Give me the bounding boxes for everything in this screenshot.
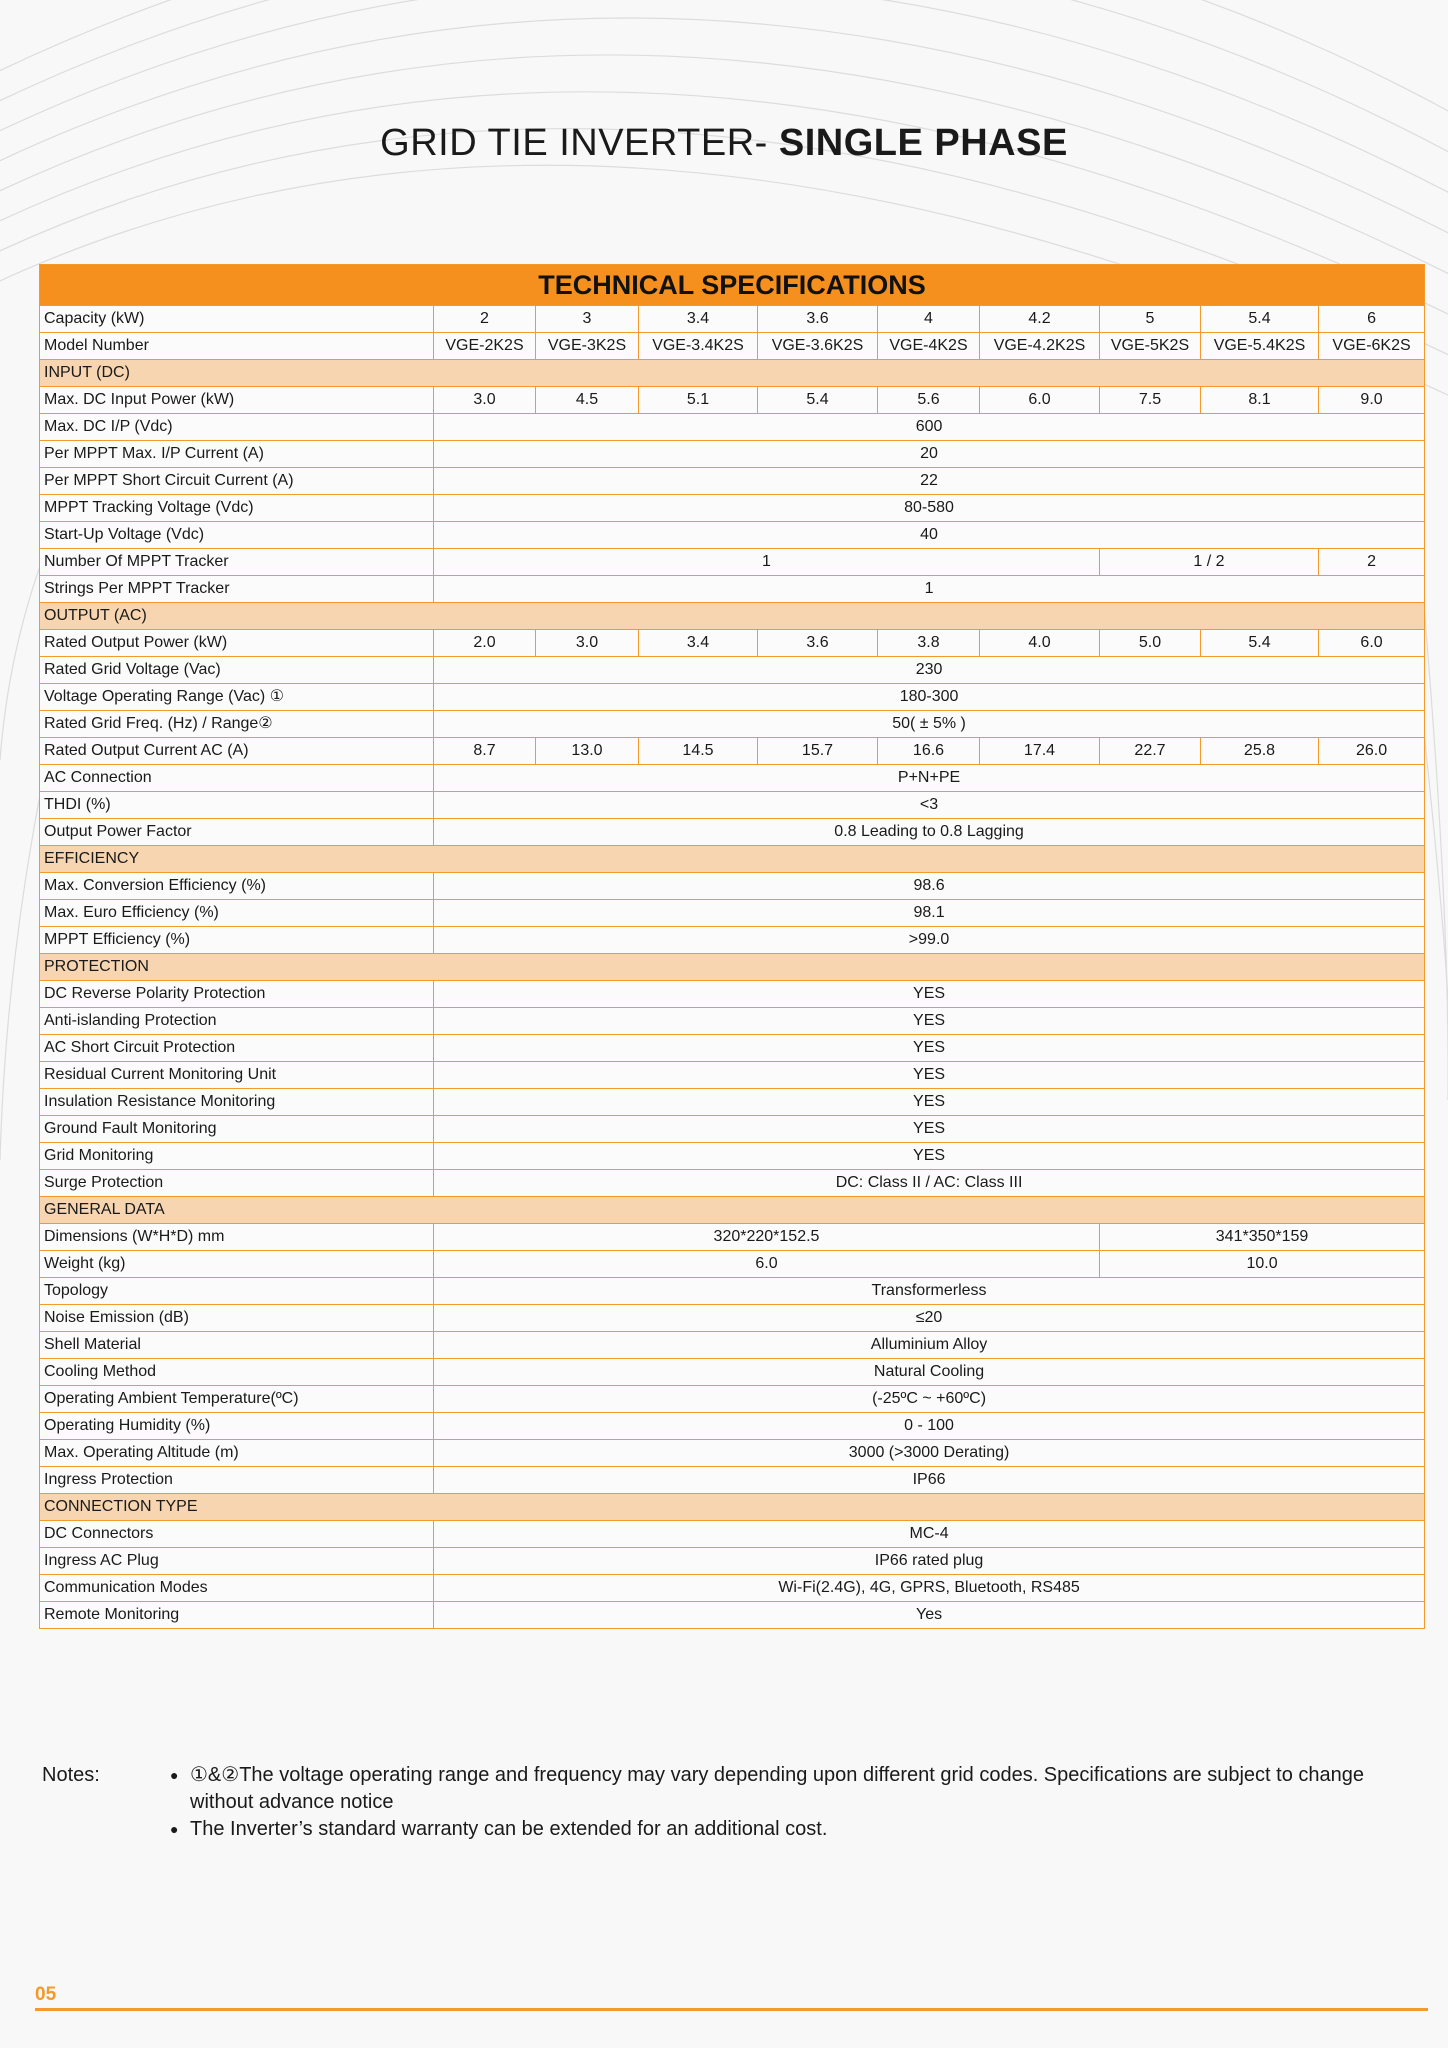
cell: 6.0 bbox=[434, 1251, 1100, 1278]
row-label: MPPT Efficiency (%) bbox=[40, 927, 434, 954]
row-label: Model Number bbox=[40, 333, 434, 360]
cell: 2 bbox=[1319, 549, 1425, 576]
row-label: DC Connectors bbox=[40, 1521, 434, 1548]
table-row bbox=[40, 1116, 1425, 1143]
cell: <3 bbox=[434, 792, 1425, 819]
cell: 4.5 bbox=[536, 387, 639, 414]
row-label: Max. DC I/P (Vdc) bbox=[40, 414, 434, 441]
row-label: Ingress AC Plug bbox=[40, 1548, 434, 1575]
table-row bbox=[40, 684, 1425, 711]
cell: 600 bbox=[434, 414, 1425, 441]
section-row bbox=[40, 360, 1425, 387]
table-row bbox=[40, 414, 1425, 441]
row-label: AC Connection bbox=[40, 765, 434, 792]
row-label: Strings Per MPPT Tracker bbox=[40, 576, 434, 603]
cell: 1 bbox=[434, 549, 1100, 576]
notes-label: Notes: bbox=[42, 1764, 100, 1786]
cell: 4 bbox=[878, 306, 980, 333]
row-label: Start-Up Voltage (Vdc) bbox=[40, 522, 434, 549]
cell: 2 bbox=[434, 306, 536, 333]
cell: 5.6 bbox=[878, 387, 980, 414]
row-label: Rated Output Current AC (A) bbox=[40, 738, 434, 765]
table-row bbox=[40, 1143, 1425, 1170]
section-row bbox=[40, 846, 1425, 873]
table-row bbox=[40, 333, 1425, 360]
table-header-row bbox=[40, 265, 1425, 306]
spec-table bbox=[39, 264, 1425, 1629]
row-label: Rated Grid Freq. (Hz) / Range② bbox=[40, 711, 434, 738]
table-row bbox=[40, 441, 1425, 468]
row-label: Cooling Method bbox=[40, 1359, 434, 1386]
row-label: MPPT Tracking Voltage (Vdc) bbox=[40, 495, 434, 522]
cell: VGE-4K2S bbox=[878, 333, 980, 360]
table-row bbox=[40, 1386, 1425, 1413]
cell: 9.0 bbox=[1319, 387, 1425, 414]
cell: 8.1 bbox=[1201, 387, 1319, 414]
cell: 341*350*159 bbox=[1100, 1224, 1425, 1251]
row-label: Dimensions (W*H*D) mm bbox=[40, 1224, 434, 1251]
row-label: Weight (kg) bbox=[40, 1251, 434, 1278]
row-label: Per MPPT Max. I/P Current (A) bbox=[40, 441, 434, 468]
row-label: Anti-islanding Protection bbox=[40, 1008, 434, 1035]
table-row bbox=[40, 1602, 1425, 1629]
cell: 10.0 bbox=[1100, 1251, 1425, 1278]
cell: 14.5 bbox=[639, 738, 758, 765]
cell: 80-580 bbox=[434, 495, 1425, 522]
table-row bbox=[40, 1332, 1425, 1359]
cell: 3.4 bbox=[639, 630, 758, 657]
table-row bbox=[40, 1089, 1425, 1116]
cell: 3.6 bbox=[758, 306, 878, 333]
table-row bbox=[40, 819, 1425, 846]
cell: 40 bbox=[434, 522, 1425, 549]
note-item: ● ①&②The voltage operating range and frequency may vary depending upon different grid codes. Specifications are subject to change without advance notice bbox=[170, 1762, 1370, 1816]
row-label: Operating Ambient Temperature(ºC) bbox=[40, 1386, 434, 1413]
row-label: Residual Current Monitoring Unit bbox=[40, 1062, 434, 1089]
cell: VGE-3K2S bbox=[536, 333, 639, 360]
cell: YES bbox=[434, 1116, 1425, 1143]
row-label: Voltage Operating Range (Vac) ① bbox=[40, 684, 434, 711]
row-label: Shell Material bbox=[40, 1332, 434, 1359]
table-row bbox=[40, 1224, 1425, 1251]
cell: 4.2 bbox=[980, 306, 1100, 333]
cell: 22.7 bbox=[1100, 738, 1201, 765]
cell: YES bbox=[434, 1008, 1425, 1035]
row-label: DC Reverse Polarity Protection bbox=[40, 981, 434, 1008]
table-row bbox=[40, 1467, 1425, 1494]
cell: VGE-5.4K2S bbox=[1201, 333, 1319, 360]
row-label: Number Of MPPT Tracker bbox=[40, 549, 434, 576]
cell: 3 bbox=[536, 306, 639, 333]
cell: Wi-Fi(2.4G), 4G, GPRS, Bluetooth, RS485 bbox=[434, 1575, 1425, 1602]
row-label: Noise Emission (dB) bbox=[40, 1305, 434, 1332]
cell: YES bbox=[434, 1143, 1425, 1170]
section-title: INPUT (DC) bbox=[40, 360, 1425, 387]
cell: 320*220*152.5 bbox=[434, 1224, 1100, 1251]
section-title: PROTECTION bbox=[40, 954, 1425, 981]
cell: 3.0 bbox=[536, 630, 639, 657]
cell: VGE-3.4K2S bbox=[639, 333, 758, 360]
table-row bbox=[40, 1359, 1425, 1386]
cell: VGE-4.2K2S bbox=[980, 333, 1100, 360]
table-row bbox=[40, 1278, 1425, 1305]
row-label: Ground Fault Monitoring bbox=[40, 1116, 434, 1143]
cell: 50( ± 5% ) bbox=[434, 711, 1425, 738]
cell: 25.8 bbox=[1201, 738, 1319, 765]
cell: YES bbox=[434, 1035, 1425, 1062]
table-row bbox=[40, 711, 1425, 738]
table-row bbox=[40, 630, 1425, 657]
cell: ≤20 bbox=[434, 1305, 1425, 1332]
table-row bbox=[40, 1035, 1425, 1062]
row-label: AC Short Circuit Protection bbox=[40, 1035, 434, 1062]
cell: 22 bbox=[434, 468, 1425, 495]
cell: 6.0 bbox=[1319, 630, 1425, 657]
cell: Yes bbox=[434, 1602, 1425, 1629]
cell: 6 bbox=[1319, 306, 1425, 333]
cell: 3.8 bbox=[878, 630, 980, 657]
row-label: Surge Protection bbox=[40, 1170, 434, 1197]
cell: MC-4 bbox=[434, 1521, 1425, 1548]
cell: 180-300 bbox=[434, 684, 1425, 711]
cell: YES bbox=[434, 1089, 1425, 1116]
row-label: Ingress Protection bbox=[40, 1467, 434, 1494]
row-label: Topology bbox=[40, 1278, 434, 1305]
row-label: Grid Monitoring bbox=[40, 1143, 434, 1170]
cell: IP66 rated plug bbox=[434, 1548, 1425, 1575]
table-row bbox=[40, 873, 1425, 900]
cell: 0 - 100 bbox=[434, 1413, 1425, 1440]
row-label: Operating Humidity (%) bbox=[40, 1413, 434, 1440]
row-label: Output Power Factor bbox=[40, 819, 434, 846]
cell: >99.0 bbox=[434, 927, 1425, 954]
cell: VGE-3.6K2S bbox=[758, 333, 878, 360]
row-label: Max. Operating Altitude (m) bbox=[40, 1440, 434, 1467]
table-row bbox=[40, 387, 1425, 414]
row-label: Capacity (kW) bbox=[40, 306, 434, 333]
section-title: EFFICIENCY bbox=[40, 846, 1425, 873]
cell: 5.4 bbox=[1201, 630, 1319, 657]
table-row bbox=[40, 1575, 1425, 1602]
cell: 1 / 2 bbox=[1100, 549, 1319, 576]
section-title: OUTPUT (AC) bbox=[40, 603, 1425, 630]
cell: Natural Cooling bbox=[434, 1359, 1425, 1386]
cell: 0.8 Leading to 0.8 Lagging bbox=[434, 819, 1425, 846]
cell: 5.1 bbox=[639, 387, 758, 414]
table-row bbox=[40, 1305, 1425, 1332]
cell: 1 bbox=[434, 576, 1425, 603]
section-row bbox=[40, 603, 1425, 630]
cell: 20 bbox=[434, 441, 1425, 468]
table-row bbox=[40, 1521, 1425, 1548]
section-title: GENERAL DATA bbox=[40, 1197, 1425, 1224]
row-label: Rated Output Power (kW) bbox=[40, 630, 434, 657]
table-header: TECHNICAL SPECIFICATIONS bbox=[40, 265, 1425, 306]
cell: DC: Class II / AC: Class III bbox=[434, 1170, 1425, 1197]
notes-list bbox=[170, 1762, 1370, 1843]
table-row bbox=[40, 306, 1425, 333]
row-label: Communication Modes bbox=[40, 1575, 434, 1602]
table-row bbox=[40, 657, 1425, 684]
cell: 98.1 bbox=[434, 900, 1425, 927]
row-label: Max. Euro Efficiency (%) bbox=[40, 900, 434, 927]
cell: 4.0 bbox=[980, 630, 1100, 657]
cell: 6.0 bbox=[980, 387, 1100, 414]
cell: 7.5 bbox=[1100, 387, 1201, 414]
row-label: THDI (%) bbox=[40, 792, 434, 819]
cell: 5.0 bbox=[1100, 630, 1201, 657]
cell: 3000 (>3000 Derating) bbox=[434, 1440, 1425, 1467]
cell: 3.4 bbox=[639, 306, 758, 333]
table-row bbox=[40, 792, 1425, 819]
cell: 16.6 bbox=[878, 738, 980, 765]
table-row bbox=[40, 927, 1425, 954]
table-row bbox=[40, 495, 1425, 522]
cell: Alluminium Alloy bbox=[434, 1332, 1425, 1359]
cell: Transformerless bbox=[434, 1278, 1425, 1305]
table-row bbox=[40, 981, 1425, 1008]
table-row bbox=[40, 1440, 1425, 1467]
table-row bbox=[40, 765, 1425, 792]
section-row bbox=[40, 954, 1425, 981]
cell: (-25ºC ~ +60ºC) bbox=[434, 1386, 1425, 1413]
row-label: Remote Monitoring bbox=[40, 1602, 434, 1629]
cell: VGE-2K2S bbox=[434, 333, 536, 360]
cell: 13.0 bbox=[536, 738, 639, 765]
table-row bbox=[40, 1008, 1425, 1035]
table-row bbox=[40, 1413, 1425, 1440]
cell: 15.7 bbox=[758, 738, 878, 765]
table-row bbox=[40, 1548, 1425, 1575]
page-title: GRID TIE INVERTER- SINGLE PHASE bbox=[380, 122, 1068, 164]
section-row bbox=[40, 1494, 1425, 1521]
row-label: Insulation Resistance Monitoring bbox=[40, 1089, 434, 1116]
cell: 2.0 bbox=[434, 630, 536, 657]
cell: 230 bbox=[434, 657, 1425, 684]
table-row bbox=[40, 468, 1425, 495]
cell: VGE-6K2S bbox=[1319, 333, 1425, 360]
table-row bbox=[40, 549, 1425, 576]
row-label: Max. Conversion Efficiency (%) bbox=[40, 873, 434, 900]
page-number: 05 bbox=[35, 1984, 57, 2005]
cell: IP66 bbox=[434, 1467, 1425, 1494]
table-row bbox=[40, 738, 1425, 765]
footer-divider bbox=[35, 2008, 1428, 2011]
cell: P+N+PE bbox=[434, 765, 1425, 792]
row-label: Per MPPT Short Circuit Current (A) bbox=[40, 468, 434, 495]
cell: 98.6 bbox=[434, 873, 1425, 900]
cell: 5 bbox=[1100, 306, 1201, 333]
cell: VGE-5K2S bbox=[1100, 333, 1201, 360]
table-row bbox=[40, 900, 1425, 927]
table-row bbox=[40, 1170, 1425, 1197]
table-row bbox=[40, 1062, 1425, 1089]
row-label: Rated Grid Voltage (Vac) bbox=[40, 657, 434, 684]
cell: 3.6 bbox=[758, 630, 878, 657]
cell: 5.4 bbox=[1201, 306, 1319, 333]
table-row bbox=[40, 522, 1425, 549]
cell: 3.0 bbox=[434, 387, 536, 414]
row-label: Max. DC Input Power (kW) bbox=[40, 387, 434, 414]
cell: 17.4 bbox=[980, 738, 1100, 765]
cell: YES bbox=[434, 981, 1425, 1008]
table-row bbox=[40, 576, 1425, 603]
note-item: ● The Inverter’s standard warranty can be extended for an additional cost. bbox=[170, 1816, 1370, 1843]
section-title: CONNECTION TYPE bbox=[40, 1494, 1425, 1521]
cell: 8.7 bbox=[434, 738, 536, 765]
cell: 26.0 bbox=[1319, 738, 1425, 765]
cell: YES bbox=[434, 1062, 1425, 1089]
cell: 5.4 bbox=[758, 387, 878, 414]
section-row bbox=[40, 1197, 1425, 1224]
table-row bbox=[40, 1251, 1425, 1278]
